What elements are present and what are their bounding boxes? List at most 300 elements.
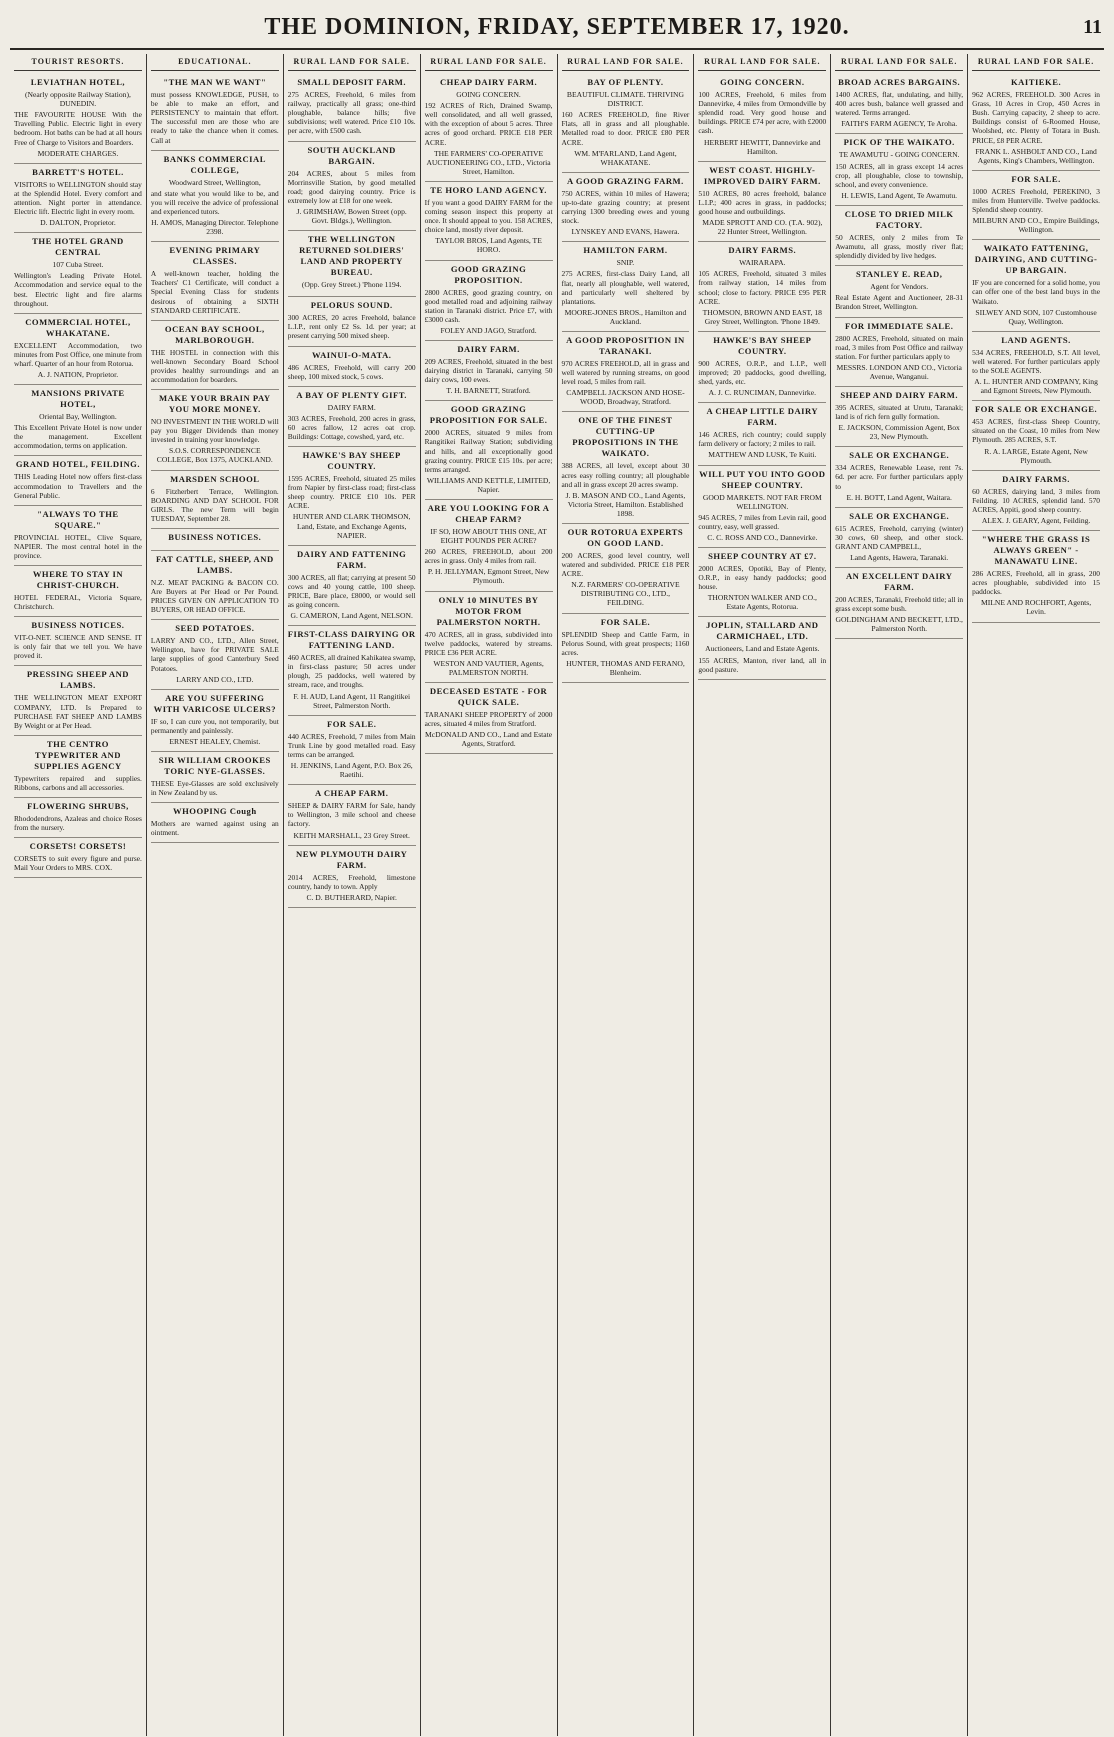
ad-body-text: 2000 ACRES, situated 9 miles from Rangitikei Railway Station; subdividing and hills, and all exceptionally good grazing country. PRICE £15 10s. per acre; terms arranged.	[424, 428, 553, 474]
advertisement	[562, 242, 690, 332]
ad-body-text: VIT-O-NET. SCIENCE AND SENSE. IT is only fair that we tell you. We have proved it.	[14, 633, 142, 661]
ad-subheading: Woodward Street, Wellington,	[168, 177, 261, 187]
ad-headline: THE HOTEL GRAND CENTRAL	[32, 236, 124, 258]
advertisement	[288, 387, 416, 447]
ad-body-text: 1000 ACRES Freehold, PEREKINO, 3 miles from Hunterville. Twelve paddocks. Splendid sheep country.	[972, 186, 1100, 215]
ad-signature: C. D. BUTHERARD, Napier.	[306, 892, 397, 902]
advertisement	[972, 240, 1100, 331]
advertisement	[562, 332, 690, 412]
advertisement	[14, 233, 142, 313]
ad-headline: DAIRY FARMS.	[1002, 473, 1070, 484]
ad-headline: EVENING PRIMARY CLASSES.	[169, 245, 261, 267]
ad-headline: FIRST-CLASS DAIRYING OR FATTENING LAND.	[287, 629, 416, 651]
ad-subheading: (Nearly opposite Railway Station), DUNEDIN.	[25, 90, 131, 109]
column-3	[284, 54, 421, 1736]
ad-body-text: 470 ACRES, all in grass, subdivided into twelve paddocks, watered by streams. PRICE £36 PER ACRE.	[424, 629, 553, 657]
ad-body-text: Real Estate Agent and Auctioneer, 28-31 Brandon Street, Wellington.	[835, 293, 964, 312]
advertisement	[288, 716, 416, 785]
ad-headline: GRAND HOTEL, FEILDING.	[15, 459, 141, 470]
ad-signature: R. A. LARGE, Estate Agent, New Plymouth.	[984, 446, 1088, 465]
ad-headline: SEED POTATOES.	[175, 623, 255, 634]
ad-body-text: Wellington's Leading Private Hotel. Accommodation and service equal to the best. Electric light and fire alarms throughout.	[14, 271, 142, 308]
ad-headline: GOOD GRAZING PROPOSITION.	[450, 263, 527, 285]
column-heading: RURAL LAND FOR SALE.	[835, 54, 963, 71]
ad-headline: SIR WILLIAM CROOKES TORIC NYE-GLASSES.	[158, 755, 271, 777]
ad-headline: BARRETT'S HOTEL.	[32, 166, 124, 177]
ad-body-text: 200 ACRES, good level country, well watered and subdivided. PRICE £18 PER ACRE.	[561, 551, 690, 579]
ad-subheading: 107 Cuba Street.	[52, 260, 104, 270]
column-heading: RURAL LAND FOR SALE.	[425, 54, 553, 71]
ad-signature: T. H. BARNETT, Stratford.	[446, 386, 531, 396]
ad-signature: KEITH MARSHALL, 23 Grey Street.	[293, 830, 410, 840]
ad-headline: SOUTH AUCKLAND BARGAIN.	[307, 144, 396, 166]
ad-signature: THOMSON, BROWN AND EAST, 18 Grey Street, Wellington. 'Phone 1849.	[702, 307, 822, 326]
ad-body-text: 155 ACRES, Manton, river land, all in good pasture.	[698, 655, 827, 674]
ad-headline: DAIRY AND FATTENING FARM.	[297, 548, 407, 570]
advertisement	[14, 74, 142, 164]
ad-body-text: 453 ACRES, first-class Sheep Country, situated on the Coast, 10 miles from New Plymouth. 285 ACRES, S.T.	[972, 417, 1100, 445]
column-heading: EDUCATIONAL.	[151, 54, 279, 71]
advertisement	[972, 531, 1100, 622]
ad-headline: FOR SALE.	[600, 616, 651, 627]
advertisement	[288, 297, 416, 346]
ad-body-text: 275 ACRES, Freehold, 6 miles from railway, practically all grass; one-third ploughable, balance hills; five subdivisions; well watered. Price £10 10s. per acre, with £500 cash.	[287, 90, 416, 136]
ad-body-text: 486 ACRES, Freehold, will carry 200 sheep, 100 mixed stock, 5 cows.	[287, 362, 416, 381]
advertisement	[562, 74, 690, 173]
ad-signature: GOLDINGHAM AND BECKETT, LTD., Palmerston North.	[835, 615, 963, 634]
ad-body-text: 192 ACRES of Rich, Drained Swamp, well consolidated, and all well grassed, with the exception of about 5 acres. Three acres of good orchard. PRICE £18 PER ACRE.	[424, 101, 553, 147]
advertisement	[14, 666, 142, 735]
ad-signature: MATTHEW AND LUSK, Te Kuiti.	[708, 450, 817, 460]
ad-signature: TAYLOR BROS, Land Agents, TE HORO.	[435, 236, 542, 255]
ad-body-text: 945 ACRES, 7 miles from Levin rail, good country, easy, well grassed.	[698, 512, 827, 531]
advertisement	[835, 447, 963, 507]
ad-signature: J. GRIMSHAW, Bowen Street (opp. Govt. Bldgs.), Wellington.	[296, 206, 407, 226]
ad-headline: BUSINESS NOTICES.	[168, 531, 262, 542]
ad-signature: FAITH'S FARM AGENCY, Te Aroha.	[841, 119, 958, 129]
ad-body-text: 534 ACRES, FREEHOLD, S.T. All level, well watered. For further particulars apply to the SOLE AGENTS.	[972, 347, 1100, 375]
advertisement	[562, 614, 690, 683]
ad-headline: DAIRY FARM.	[457, 343, 520, 354]
ad-body-text: SPLENDID Sheep and Cattle Farm, in Pelorus Sound, with great prospects; 1160 acres.	[561, 629, 690, 657]
ad-headline: A GOOD PROPOSITION IN TARANAKI.	[566, 334, 685, 356]
ad-body-text: CORSETS to suit every figure and purse. Mail Your Orders to MRS. COX.	[14, 854, 142, 873]
advertisement	[288, 846, 416, 908]
advertisement	[835, 568, 963, 639]
advertisement	[151, 321, 279, 390]
ad-signature: THE FARMERS' CO-OPERATIVE AUCTIONEERING CO., LTD., Victoria Street, Hamilton.	[426, 148, 551, 176]
ad-headline: OUR ROTORUA EXPERTS ON GOOD LAND.	[567, 527, 684, 548]
advertisement	[151, 620, 279, 689]
ad-subheading: SNIP.	[616, 258, 635, 268]
ad-subheading: IF SO, HOW ABOUT THIS ONE, AT EIGHT POUNDS PER ACRE?	[430, 527, 547, 546]
ad-body-text: THE FAVOURITE HOUSE With the Travelling Public. Electric light in every bedroom. Hot baths can be had at all hours Free of Charge to Visitors and Boarders.	[14, 110, 142, 147]
ad-headline: SMALL DEPOSIT FARM.	[297, 77, 407, 88]
ad-headline: A BAY OF PLENTY GIFT.	[296, 389, 407, 400]
ad-headline: "THE MAN WE WANT"	[163, 77, 267, 88]
ad-body-text: 150 ACRES, all in grass except 14 acres crop, all ploughable, close to township, school, and every convenience.	[835, 161, 964, 189]
advertisement	[972, 332, 1100, 401]
ad-signature: HERBERT HEWITT, Dannevirke and Hamilton.	[704, 137, 821, 156]
ad-subheading: TE AWAMUTU - GOING CONCERN.	[838, 150, 960, 160]
ad-headline: COMMERCIAL HOTEL, WHAKATANE.	[25, 316, 131, 338]
ad-headline: BANKS COMMERCIAL COLLEGE,	[163, 153, 266, 175]
ad-subheading: Auctioneers, Land and Estate Agents.	[705, 644, 820, 654]
advertisement	[14, 456, 142, 505]
ad-body-text: Mothers are warned against using an ointment.	[150, 819, 279, 838]
ad-signature: N.Z. FARMERS' CO-OPERATIVE DISTRIBUTING CO., LTD., FEILDING.	[571, 580, 680, 608]
ad-headline: HAMILTON FARM.	[583, 245, 668, 256]
advertisement	[288, 347, 416, 387]
ad-subheading: (Opp. Grey Street.) 'Phone 1194.	[301, 280, 402, 290]
advertisement	[425, 341, 553, 401]
ad-body-text: 510 ACRES, 80 acres freehold, balance L.I.P.; 400 acres in grass, in paddocks; good house and outbuildings.	[698, 188, 827, 216]
ad-headline: CORSETS! CORSETS!	[29, 841, 127, 852]
advertisement	[14, 736, 142, 798]
ad-headline: PRESSING SHEEP AND LAMBS.	[26, 669, 129, 691]
ad-subheading: DAIRY FARM.	[327, 402, 376, 412]
advertisement	[14, 164, 142, 233]
ad-body-text: SHEEP & DAIRY FARM for Sale, handy to Wellington, 3 mile school and cheese factory.	[287, 801, 416, 829]
ad-body-text: 300 ACRES, 20 acres Freehold, balance L.I.P., rent only £2 Ss. 1d. per year; at present carrying 500 mixed sheep.	[287, 313, 416, 341]
ad-body-text: IF you are concerned for a solid home, you can offer one of the best land buys in the Waikato.	[972, 278, 1100, 306]
ad-subheading: Oriental Bay, Wellington.	[39, 412, 117, 422]
advertisement	[835, 134, 963, 205]
ad-body-text: THIS Leading Hotel now offers first-class accommodation to Travellers and the General Public.	[14, 472, 142, 500]
column-2	[147, 54, 284, 1736]
advertisement	[425, 261, 553, 341]
ad-headline: SHEEP COUNTRY AT £7.	[708, 551, 817, 561]
ad-body-text: 615 ACRES, Freehold, carrying (winter) 30 cows, 60 sheep, and other stock. GRANT AND CAMPBELL,	[835, 523, 964, 551]
ad-headline: WEST COAST. HIGHLY-IMPROVED DAIRY FARM.	[703, 164, 821, 186]
advertisement	[288, 74, 416, 141]
ad-body-text: 303 ACRES, Freehold, 200 acres in grass, 60 acres fallow, 12 acres oat crop. Buildings: Cottage, cowshed, yard, etc.	[287, 413, 416, 441]
advertisement	[151, 803, 279, 843]
ad-headline: FOR SALE OR EXCHANGE.	[974, 404, 1098, 415]
ad-headline: DECEASED ESTATE - FOR QUICK SALE.	[429, 686, 548, 708]
ad-body-text: 1400 ACRES, flat, undulating, and hilly, 400 acres bush, balance well grassed and watered. Terms arranged.	[835, 90, 964, 118]
ad-body-text: 395 ACRES, situated at Urutu, Taranaki; land is of rich fern gully formation.	[835, 402, 964, 422]
ad-headline: A CHEAP LITTLE DAIRY FARM.	[706, 406, 819, 428]
ad-body-text: 200 ACRES, Taranaki, Freehold title; all in grass except some bush.	[835, 595, 964, 614]
ad-headline: MANSIONS PRIVATE HOTEL,	[31, 388, 125, 410]
ad-subheading: GOING CONCERN.	[456, 90, 521, 100]
column-8	[968, 54, 1104, 1736]
ad-headline: A CHEAP FARM.	[314, 788, 389, 799]
advertisement	[14, 617, 142, 666]
ad-signature: Land Agents, Hawera, Taranaki.	[850, 553, 949, 562]
ad-body-text: 962 ACRES, FREEHOLD. 300 Acres in Grass, 10 Acres in Crop, 450 Acres in Bush. Carrying capacity, 2 sheep to acre. Buildings consist of 6-Roomed House, Woolshed, etc. Plenty of Totara in Bush. PRICE, £8 PER ACRE.	[972, 90, 1100, 145]
ad-signature: ALEX. J. GEARY, Agent, Feilding.	[981, 516, 1091, 525]
advertisement	[151, 529, 279, 551]
ad-headline: ONLY 10 MINUTES BY MOTOR FROM PALMERSTON NORTH.	[436, 594, 541, 627]
ad-headline: AN EXCELLENT DAIRY FARM.	[845, 571, 953, 593]
masthead-title: THE DOMINION, FRIDAY, SEPTEMBER 17, 1920.	[264, 14, 850, 40]
advertisement	[698, 162, 826, 242]
advertisement	[698, 242, 826, 332]
ad-body-text: 2800 ACRES, Freehold, situated on main road, 3 miles from Post Office and railway station. For further particulars apply to	[835, 333, 964, 361]
ad-headline: "ALWAYS TO THE SQUARE."	[37, 508, 119, 530]
ad-headline: STANLEY E. READ,	[856, 269, 943, 280]
ad-body-text: 1595 ACRES, Freehold, situated 25 miles from Napier by first-class road; first-class sheep country. PRICE £10 10s. PER ACRE.	[287, 474, 416, 511]
advertisement	[698, 548, 826, 617]
ad-body-text: 260 ACRES, FREEHOLD, about 200 acres in grass. Only 4 miles from rail.	[424, 547, 553, 566]
advertisement	[835, 74, 963, 134]
column-heading: RURAL LAND FOR SALE.	[972, 54, 1100, 71]
advertisement	[288, 626, 416, 716]
ad-body-text: 209 ACRES, Freehold, situated in the best dairying district in Taranaki, carrying 50 dairy cows, 100 ewes.	[424, 356, 553, 385]
advertisement	[425, 401, 553, 500]
ad-headline: WAINUI-O-MATA.	[311, 349, 392, 360]
ad-headline: GOOD GRAZING PROPOSITION FOR SALE.	[429, 404, 548, 426]
ad-headline: CHEAP DAIRY FARM.	[439, 77, 538, 88]
ad-signature: E. H. BOTT, Land Agent, Waitara.	[846, 492, 952, 502]
ad-signature: SILWEY AND SON, 107 Customhouse Quay, Wellington.	[975, 307, 1097, 326]
classified-columns	[10, 54, 1104, 1736]
ad-body-text: 100 ACRES, Freehold, 6 miles from Dannevirke, 4 miles from Ormondville by splendid road. Very good house and buildings. PRICE £74 per acre, with £2000 cash.	[698, 90, 827, 136]
advertisement	[151, 471, 279, 529]
ad-headline: CLOSE TO DRIED MILK FACTORY.	[844, 208, 954, 230]
ad-signature: MODERATE CHARGES.	[37, 148, 119, 158]
advertisement	[151, 752, 279, 803]
ad-body-text: 460 ACRES, all drained Kahikatea swamp, in first-class pasture; 50 acres under plough, 25 paddocks, well watered by stream, race, and troughs.	[287, 653, 416, 690]
ad-body-text: 970 ACRES FREEHOLD, all in grass and well watered by running streams, on good level road, 5 miles from rail.	[561, 358, 690, 387]
ad-headline: OCEAN BAY SCHOOL, MARLBOROUGH.	[164, 323, 265, 345]
ad-headline: GOING CONCERN.	[720, 77, 805, 88]
ad-headline: LEVIATHAN HOTEL,	[30, 77, 126, 88]
ad-signature: G. CAMERON, Land Agent, NELSON.	[290, 611, 413, 621]
ad-headline: PICK OF THE WAIKATO.	[843, 137, 955, 148]
ad-headline: KAITIEKE.	[1011, 77, 1062, 88]
ad-body-text: THE HOSTEL in connection with this well-known Secondary Board School provides healthy surroundings and an accommodation for boarders.	[150, 347, 279, 384]
advertisement	[698, 332, 826, 403]
ad-signature: McDONALD AND CO., Land and Estate Agents, Stratford.	[424, 730, 553, 749]
advertisement	[972, 471, 1100, 531]
ad-body-text: 6 Fitzherbert Terrace, Wellington. BOARDING AND DAY SCHOOL FOR GIRLS. The new Term will begin TUESDAY, September 28.	[150, 486, 279, 523]
ad-headline: THE CENTRO TYPEWRITER AND SUPPLIES AGENCY	[34, 738, 122, 771]
ad-signature: E. JACKSON, Commission Agent, Box 23, New Plymouth.	[838, 423, 960, 442]
advertisement	[288, 785, 416, 845]
advertisement	[425, 74, 553, 182]
ad-body-text: THESE Eye-Glasses are sold exclusively in New Zealand by us.	[150, 779, 279, 798]
ad-body-text: THE WELLINGTON MEAT EXPORT COMPANY, LTD. Is Prepared to PURCHASE FAT SHEEP AND LAMBS By Weight or at Per Head.	[14, 693, 142, 730]
ad-signature: ERNEST HEALEY, Chemist.	[169, 736, 261, 746]
ad-body-text: 900 ACRES, O.R.P., and L.I.P., well improved; 20 paddocks, good dwelling, shed, yards, etc.	[698, 358, 827, 387]
ad-headline: DAIRY FARMS.	[728, 245, 797, 256]
advertisement	[425, 592, 553, 683]
ad-headline: FOR IMMEDIATE SALE.	[844, 320, 954, 331]
advertisement	[972, 74, 1100, 171]
column-heading: RURAL LAND FOR SALE.	[562, 54, 690, 71]
advertisement	[835, 508, 963, 568]
ad-headline: WHOOPING Cough	[172, 806, 257, 817]
ad-subheading: WAIRARAPA.	[739, 258, 786, 268]
advertisement	[425, 182, 553, 261]
advertisement	[14, 838, 142, 878]
ad-body-text: 60 ACRES, dairying land, 3 miles from Feilding. 10 ACRES, splendid land. 570 ACRES, Appiti, good sheep country.	[972, 486, 1100, 514]
ad-body-text: 334 ACRES, Renewable Lease, rent 7s. 6d. per acre. For further particulars apply to	[835, 463, 964, 491]
ad-body-text: This Excellent Private Hotel is now under the management. Excellent accommodation, terms on application.	[14, 423, 142, 451]
ad-headline: MAKE YOUR BRAIN PAY YOU MORE MONEY.	[159, 393, 271, 415]
advertisement	[972, 401, 1100, 470]
advertisement	[835, 266, 963, 317]
column-6	[694, 54, 831, 1736]
ad-headline: PELORUS SOUND.	[310, 300, 393, 311]
ad-body-text: TARANAKI SHEEP PROPERTY of 2000 acres, situated 4 miles from Stratford.	[424, 710, 553, 729]
ad-body-text: Rhododendrons, Azaleas and choice Roses from the nursery.	[14, 814, 142, 833]
advertisement	[14, 566, 142, 617]
ad-signature: J. B. MASON AND CO., Land Agents, Victoria Street, Hamilton. Established 1898.	[565, 490, 686, 518]
column-4	[421, 54, 558, 1736]
ad-headline: HAWKE'S BAY SHEEP COUNTRY.	[302, 450, 401, 472]
column-7	[831, 54, 968, 1736]
ad-signature: A. J. C. RUNCIMAN, Dannevirke.	[708, 388, 816, 398]
advertisement	[562, 173, 690, 242]
ad-headline: SALE OR EXCHANGE.	[849, 450, 950, 461]
ad-signature: MESSRS. LONDON AND CO., Victoria Avenue, Wanganui.	[836, 362, 962, 381]
ad-body-text: 750 ACRES, within 10 miles of Hawera; up-to-date grazing country; at present carrying 1300 breeding ewes and young stock.	[561, 188, 690, 226]
ad-signature: THORNTON WALKER AND CO., Estate Agents, Rotorua.	[707, 593, 817, 612]
advertisement	[151, 74, 279, 151]
ad-body-text: 275 ACRES, first-class Dairy Land, all flat, nearly all ploughable, well watered, and particularly well sheltered by plantations.	[561, 269, 690, 306]
ad-signature: D. DALTON, Proprietor.	[40, 218, 116, 228]
ad-headline: LAND AGENTS.	[1001, 334, 1071, 345]
ad-body-text: Typewriters repaired and supplies. Ribbons, carbons and all accessories.	[14, 773, 142, 792]
ad-signature: H. AMOS, Managing Director. Telephone 2398.	[151, 218, 279, 237]
ad-signature: FRANK L. ASHBOLT AND CO., Land Agents, King's Chambers, Wellington.	[975, 146, 1097, 165]
ad-signature: CAMPBELL JACKSON AND HOSE-WOOD, Broadway, Stratford.	[566, 388, 685, 407]
column-heading: RURAL LAND FOR SALE.	[698, 54, 826, 71]
ad-signature: C. C. ROSS AND CO., Dannevirke.	[707, 532, 818, 542]
ad-signature: MADE SPROTT AND CO. (T.A. 902), 22 Hunter Street, Wellington.	[702, 218, 823, 237]
ad-headline: A GOOD GRAZING FARM.	[567, 175, 684, 186]
column-heading: RURAL LAND FOR SALE.	[288, 54, 416, 71]
ad-signature: HUNTER, THOMAS AND FERANO, Blenheim.	[566, 658, 685, 677]
ad-headline: BROAD ACRES BARGAINS.	[838, 77, 961, 88]
ad-signature: WILLIAMS AND KETTLE, LIMITED, Napier.	[426, 475, 551, 494]
ad-signature: WM. M'FARLAND, Land Agent, WHAKATANE.	[574, 148, 677, 167]
ad-signature: WESTON AND VAUTIER, Agents, PALMERSTON NORTH.	[433, 658, 544, 677]
ad-signature: LARRY AND CO., LTD.	[176, 674, 254, 684]
ad-body-text: A well-known teacher, holding the Teachers' C1 Certificate, will conduct a Special Evening Class for students desirous of obtaining a SIXTH STANDARD CERTIFICATE.	[150, 269, 279, 315]
ad-signature: MILBURN AND CO., Empire Buildings, Wellington.	[972, 216, 1100, 235]
ad-signature: S.O.S. CORRESPONDENCE COLLEGE, Box 1375, AUCKLAND.	[156, 446, 273, 465]
masthead	[10, 8, 1104, 50]
ad-signature: MILNE AND ROCHFORT, Agents, Levin.	[980, 598, 1092, 617]
ad-body-text: 160 ACRES FREEHOLD, fine River Flats, all in grass and all ploughable. Metalled road to door. PRICE £80 PER ACRE.	[561, 110, 690, 147]
ad-body-text: 146 ACRES, rich country; could supply farm delivery or factory; 2 miles to rail.	[698, 430, 827, 449]
ad-headline: "WHERE THE GRASS IS ALWAYS GREEN" - MANAWATU LINE.	[981, 534, 1091, 567]
ad-body-text: EXCELLENT Accommodation, two minutes from Post Office, one minute from wharf. Quarter of an hour from Rotorua.	[14, 340, 142, 368]
ad-headline: JOPLIN, STALLARD AND CARMICHAEL, LTD.	[706, 620, 819, 642]
ad-headline: FOR SALE.	[326, 718, 377, 729]
ad-body-text: 204 ACRES, about 5 miles from Morrinsville Station, by good metalled road; good dairying country. Price is extremely low at £18 for one week.	[287, 168, 416, 205]
ad-headline: BAY OF PLENTY.	[587, 77, 664, 88]
ad-body-text: 388 ACRES, all level, except about 30 acres easy rolling country; all ploughable and all in grass except 20 acres swamp.	[561, 461, 690, 489]
advertisement	[835, 387, 963, 447]
ad-subheading: Agent for Vendors.	[870, 282, 929, 292]
advertisement	[698, 617, 826, 679]
advertisement	[698, 74, 826, 162]
advertisement	[425, 683, 553, 754]
ad-body-text: 2800 ACRES, good grazing country, on good metalled road and adjoining railway station in Taranaki district. Price £7, with £3000 cash.	[424, 287, 553, 324]
ad-headline: SALE OR EXCHANGE.	[849, 510, 950, 521]
advertisement	[151, 242, 279, 320]
ad-signature: P. H. JELLYMAN, Egmont Street, New Plymouth.	[427, 567, 550, 586]
ad-subheading: GOOD MARKETS. NOT FAR FROM WELLINGTON.	[702, 492, 822, 511]
column-heading: TOURIST RESORTS.	[14, 54, 142, 71]
ad-body-text: and state what you would like to be, and you will receive the advice of professional and experienced tutors.	[150, 188, 279, 216]
ad-body-text: 2000 ACRES, Opotiki, Bay of Plenty, O.R.P., in easy handy paddocks; good house.	[698, 564, 827, 592]
ad-signature: LYNSKEY AND EVANS, Hawera.	[571, 227, 680, 237]
advertisement	[288, 546, 416, 626]
ad-body-text: N.Z. MEAT PACKING & BACON CO. Are Buyers at Per Head or Per Pound. PRICES GIVEN ON APPLICATION TO BUYERS, OR HEAD OFFICE.	[150, 577, 279, 615]
ad-body-text: NO INVESTMENT IN THE WORLD will pay you Bigger Dividends than money invested in training your knowledge.	[150, 417, 279, 445]
advertisement	[288, 447, 416, 546]
ad-body-text: must possess KNOWLEDGE, PUSH, to be able to make an effort, and PERSISTENCY to maintain that effort. The successful men are those who are ready to take the chance when it comes. Call at	[150, 90, 279, 145]
advertisement	[835, 318, 963, 387]
advertisement	[288, 231, 416, 297]
ad-body-text: VISITORS to WELLINGTON should stay at the Splendid Hotel. Every comfort and attention. Night porter in attendance. Electric lift. Electric light in every room.	[14, 179, 142, 217]
ad-body-text: HOTEL FEDERAL, Victoria Square, Christchurch.	[14, 593, 142, 612]
advertisement	[698, 466, 826, 548]
ad-body-text: PROVINCIAL HOTEL, Clive Square, NAPIER. The most central hotel in the province.	[14, 532, 142, 560]
ad-body-text: 440 ACRES, Freehold, 7 miles from Main Trunk Line by good metalled road. Easy terms can be arranged.	[287, 731, 416, 759]
advertisement	[835, 206, 963, 266]
advertisement	[288, 142, 416, 232]
ad-headline: WILL PUT YOU INTO GOOD SHEEP COUNTRY.	[699, 468, 826, 490]
ad-body-text: If you want a good DAIRY FARM for the coming season inspect this property at once. It should appeal to you. 158 ACRES, choice land, mostly river deposit.	[424, 197, 553, 235]
ad-body-text: 300 ACRES, all flat; carrying at present 50 cows and 40 young cattle, 100 sheep. PRICE, Bare place, £8000, or would sell as going concern.	[287, 572, 416, 609]
advertisement	[698, 403, 826, 465]
ad-body-text: 105 ACRES, Freehold, situated 3 miles from railway station, 14 miles from school; close to factory. PRICE £95 PER ACRE.	[698, 269, 827, 306]
ad-headline: TE HORO LAND AGENCY.	[430, 184, 547, 195]
ad-headline: ARE YOU LOOKING FOR A CHEAP FARM?	[427, 503, 550, 524]
advertisement	[14, 506, 142, 566]
column-5	[558, 54, 695, 1736]
ad-headline: BUSINESS NOTICES.	[31, 620, 125, 631]
ad-signature: A. J. NATION, Proprietor.	[37, 369, 119, 379]
ad-headline: FAT CATTLE, SHEEP, AND LAMBS.	[155, 553, 274, 575]
ad-headline: HAWKE'S BAY SHEEP COUNTRY.	[713, 334, 812, 356]
ad-signature: F. H. AUD, Land Agent, 11 Rangitikei Street, Palmerston North.	[293, 691, 411, 710]
advertisement	[972, 171, 1100, 240]
advertisement	[151, 151, 279, 243]
ad-headline: SHEEP AND DAIRY FARM.	[840, 389, 958, 400]
ad-body-text: IF so, I can cure you, not temporarily, but permanently and painlessly.	[150, 716, 279, 735]
advertisement	[562, 412, 690, 524]
ad-headline: ONE OF THE FINEST CUTTING-UP PROPOSITIONS IN THE WAIKATO.	[572, 415, 679, 459]
ad-body-text: LARRY AND CO., LTD., Allen Street, Wellington, have for PRIVATE SALE large supplies of good Canterbury Seed Potatoes.	[150, 636, 279, 673]
ad-signature: H. JENKINS, Land Agent, P.O. Box 26, Raetihi.	[290, 761, 413, 780]
ad-body-text: 50 ACRES, only 2 miles from Te Awamutu, all grass, mostly river flat; splendidly divided by live hedges.	[835, 232, 964, 261]
ad-signature: FOLEY AND JAGO, Stratford.	[440, 325, 537, 335]
advertisement	[151, 690, 279, 752]
ad-signature: HUNTER AND CLARK THOMSON, Land, Estate, and Exchange Agents, NAPIER.	[292, 512, 411, 540]
advertisement	[14, 798, 142, 838]
page-number: 11	[1083, 16, 1102, 38]
ad-signature: MOORE-JONES BROS., Hamilton and Auckland.	[564, 307, 687, 326]
ad-headline: WAIKATO FATTENING, DAIRYING, AND CUTTING-UP BARGAIN.	[974, 243, 1098, 276]
ad-signature: A. L. HUNTER AND COMPANY, King and Egmont Streets, New Plymouth.	[974, 377, 1098, 396]
advertisement	[14, 314, 142, 385]
ad-headline: THE WELLINGTON RETURNED SOLDIERS' LAND AND PROPERTY BUREAU.	[299, 234, 405, 278]
advertisement	[151, 390, 279, 470]
ad-headline: WHERE TO STAY IN CHRIST-CHURCH.	[32, 569, 124, 590]
ad-headline: FOR SALE.	[1011, 173, 1061, 184]
ad-body-text: 286 ACRES, Freehold, all in grass, 200 acres ploughable, subdivided into 15 paddocks.	[972, 569, 1100, 597]
advertisement	[151, 551, 279, 620]
